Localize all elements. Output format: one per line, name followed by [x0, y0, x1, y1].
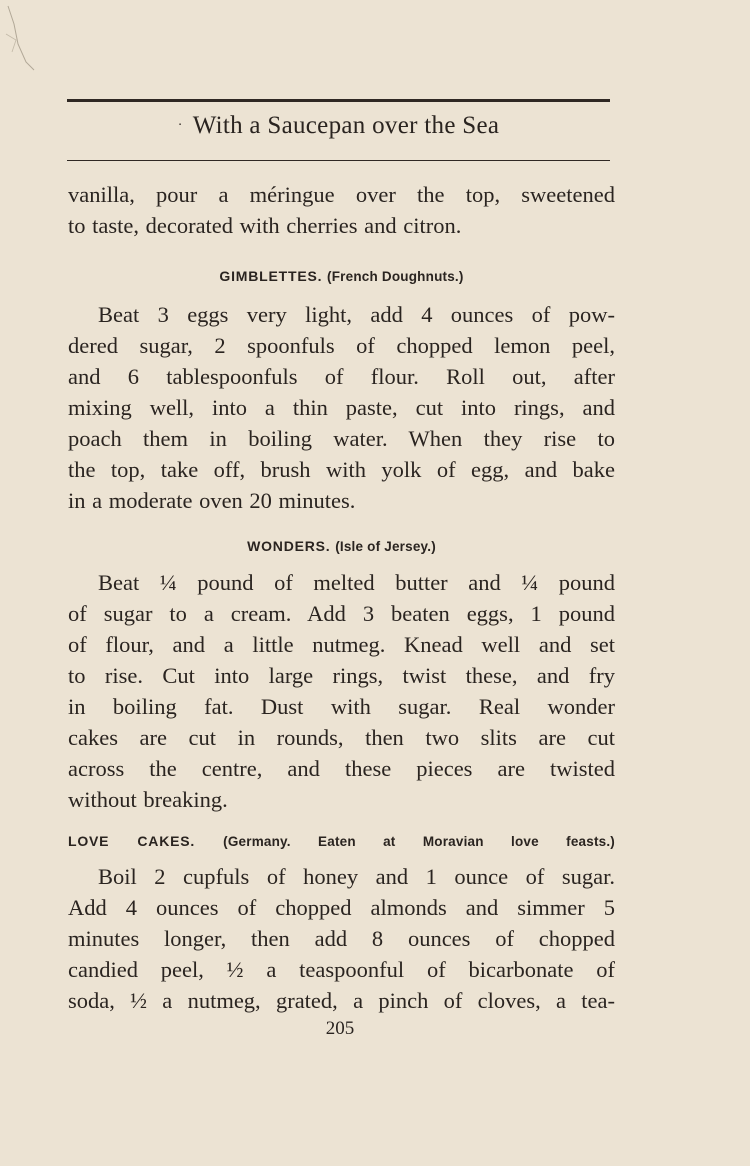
text-line: to taste, decorated with cherries and citron. [68, 213, 462, 238]
text-line: Beat ¼ pound of melted butter and ¼ pound [98, 570, 615, 595]
text-line: Beat 3 eggs very light, add 4 ounces of pow- [98, 302, 615, 327]
page-corner-smudge [4, 4, 48, 74]
recipe-title: GIMBLETTES. [219, 268, 323, 284]
recipe-subtitle: (French Doughnuts.) [327, 269, 464, 284]
header-rule-top [67, 99, 610, 102]
text-line: Boil 2 cupfuls of honey and 1 ounce of sugar. [98, 864, 615, 889]
text-line: in a moderate oven 20 minutes. [68, 488, 356, 513]
text-line: across the centre, and these pieces are twisted [68, 756, 615, 781]
recipe-heading-wonders [68, 538, 615, 554]
text-line: cakes are cut in rounds, then two slits are cut [68, 725, 615, 750]
header-rule-bottom [67, 160, 610, 161]
text-line: of sugar to a cream. Add 3 beaten eggs, 1 pound [68, 601, 615, 626]
recipe-subtitle: (Isle of Jersey.) [335, 539, 436, 554]
intro-paragraph [68, 179, 615, 241]
text-line: vanilla, pour a méringue over the top, sweetened [68, 182, 615, 207]
running-head-text: With a Saucepan over the Sea [192, 112, 500, 139]
text-line: dered sugar, 2 spoonfuls of chopped lemon peel, [68, 333, 615, 358]
text-line: Add 4 ounces of chopped almonds and simmer 5 [68, 895, 615, 920]
text-line: and 6 tablespoonfuls of flour. Roll out, after [68, 364, 615, 389]
text-line: without breaking. [68, 787, 228, 812]
page-number: 205 [325, 1018, 355, 1039]
text-line: to rise. Cut into large rings, twist these, and fry [68, 663, 615, 688]
recipe-body-gimblettes [68, 299, 615, 516]
text-line: the top, take off, brush with yolk of egg, and bake [68, 457, 615, 482]
text-line: soda, ½ a nutmeg, grated, a pinch of cloves, a tea- [68, 988, 615, 1013]
text-line: poach them in boiling water. When they rise to [68, 426, 615, 451]
text-line: candied peel, ½ a teaspoonful of bicarbonate of [68, 957, 615, 982]
text-line: mixing well, into a thin paste, cut into rings, and [68, 395, 615, 420]
recipe-body-wonders [68, 567, 615, 815]
running-head [67, 112, 610, 140]
recipe-body-love-cakes [68, 861, 615, 1016]
text-line: of flour, and a little nutmeg. Knead well and set [68, 632, 615, 657]
header-dot: · [177, 118, 183, 133]
recipe-heading-gimblettes [68, 268, 615, 284]
text-line: in boiling fat. Dust with sugar. Real wonder [68, 694, 615, 719]
recipe-title: LOVE CAKES. [68, 833, 196, 849]
text-line: minutes longer, then add 8 ounces of chopped [68, 926, 615, 951]
recipe-heading-love-cakes [68, 833, 615, 849]
recipe-subtitle: (Germany. Eaten at Moravian love feasts.) [223, 834, 615, 849]
recipe-title: WONDERS. [247, 538, 331, 554]
